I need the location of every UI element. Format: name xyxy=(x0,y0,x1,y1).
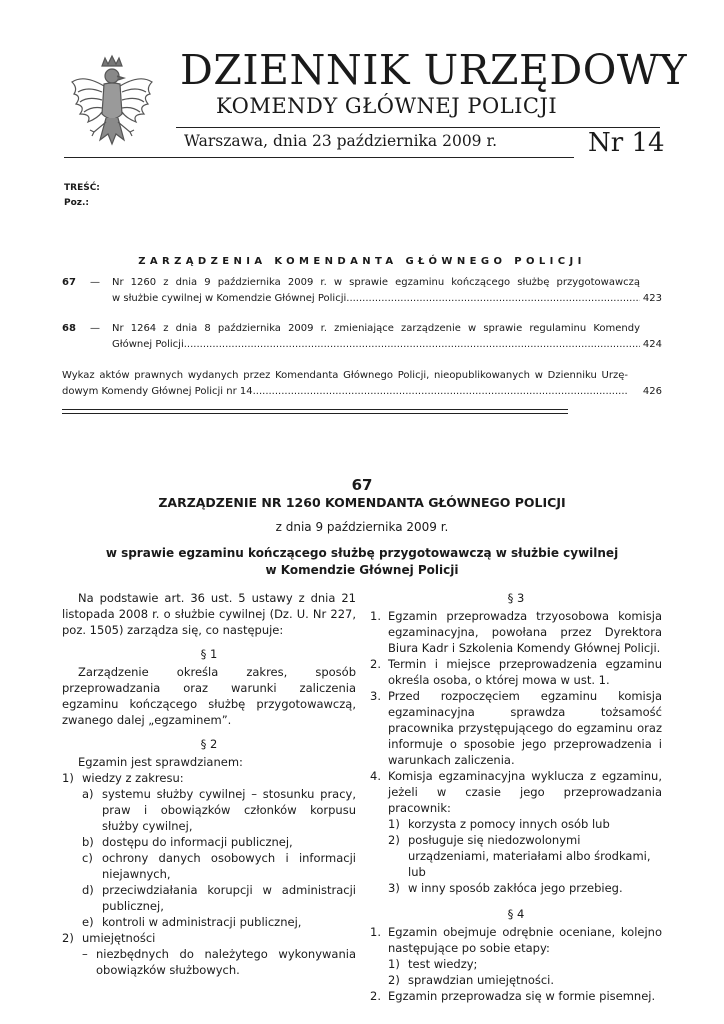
item-label: 1. xyxy=(370,609,381,623)
item-text: w inny sposób zakłóca jego przebieg. xyxy=(408,881,623,895)
entry-page: 426 xyxy=(642,386,662,397)
section-text: Zarządzenie określa zakres, sposób przeprowadzania oraz warunki zaliczenia egzaminu kończącego służbę przygotowawczą, zwanego dalej „egzaminem”. xyxy=(62,665,356,727)
list-item xyxy=(370,656,662,688)
entry-line: dowym Komendy Głównej Policji nr 14 xyxy=(62,386,253,397)
item-label: 1) xyxy=(388,817,400,831)
dot-leader xyxy=(253,384,628,400)
list-item xyxy=(370,880,662,896)
contents-double-rule xyxy=(62,409,568,414)
list-item xyxy=(370,956,662,972)
act-subject-line: w Komendzie Głównej Policji xyxy=(265,562,459,577)
item-label: 2) xyxy=(388,973,400,987)
item-text: kontroli w administracji publicznej, xyxy=(102,915,302,929)
list-item xyxy=(62,770,356,786)
list-item xyxy=(62,786,356,834)
contents-section-heading: ZARZĄDZENIA KOMENDANTA GŁÓWNEGO POLICJI xyxy=(138,256,586,267)
item-text: korzysta z pomocy innych osób lub xyxy=(408,817,610,831)
item-text: ochrony danych osobowych i informacji niejawnych, xyxy=(102,851,356,881)
act-subject xyxy=(62,545,662,578)
item-text: posługuje się niedozwolonymi urządzeniami, materiałami albo środkami, lub xyxy=(408,833,651,879)
polish-eagle-emblem-icon xyxy=(64,52,160,156)
entry-dash: — xyxy=(90,277,100,288)
list-item xyxy=(62,914,356,930)
dot-leader xyxy=(184,337,640,353)
item-text: wiedzy z zakresu: xyxy=(82,771,184,785)
item-dash: – xyxy=(82,947,88,961)
item-text: Przed rozpoczęciem egzaminu komisja egzaminacyjna sprawdza tożsamość pracownika przystępującego do egzaminu oraz informuje o sposobie jego przeprowadzenia i warunkach zaliczenia. xyxy=(388,689,662,767)
act-title: ZARZĄDZENIE NR 1260 KOMENDANTA GŁÓWNEGO POLICJI xyxy=(158,495,566,510)
list-item xyxy=(62,834,356,850)
item-text: systemu służby cywilnej – stosunku pracy, praw i obowiązków członków korpusu służby cywilnej, xyxy=(102,787,356,833)
entry-page: 424 xyxy=(642,339,662,350)
section-heading: § 3 xyxy=(507,591,525,605)
entry-line: w służbie cywilnej w Komendzie Głównej Policji xyxy=(112,293,347,304)
issue-number: Nr 14 xyxy=(588,128,665,158)
preamble: Na podstawie art. 36 ust. 5 ustawy z dnia 21 listopada 2008 r. o służbie cywilnej (Dz. U. Nr 227, poz. 1505) zarządza się, co następuje: xyxy=(62,591,356,637)
item-text: Egzamin przeprowadza się w formie pisemnej. xyxy=(388,989,656,1003)
left-column xyxy=(62,590,356,978)
header-rule-bottom xyxy=(64,157,574,158)
item-text: Komisja egzaminacyjna wyklucza z egzaminu, jeżeli w czasie jego przeprowadzania pracownik: xyxy=(388,769,662,815)
journal-title: DZIENNIK URZĘDOWY xyxy=(180,46,688,94)
item-text: dostępu do informacji publicznej, xyxy=(102,835,293,849)
section-text: Egzamin jest sprawdzianem: xyxy=(78,755,243,769)
entry-number: 68 xyxy=(62,323,76,334)
item-text: Egzamin obejmuje odrębnie oceniane, kolejno następujące po sobie etapy: xyxy=(388,925,662,955)
item-label: d) xyxy=(82,883,94,897)
list-item xyxy=(62,882,356,914)
item-label: b) xyxy=(82,835,94,849)
list-item xyxy=(370,768,662,816)
section-heading: § 4 xyxy=(507,907,525,921)
list-item xyxy=(62,850,356,882)
publication-place-date: Warszawa, dnia 23 października 2009 r. xyxy=(184,132,498,150)
entry-number: 67 xyxy=(62,277,76,288)
item-label: 2. xyxy=(370,989,381,1003)
item-text: Egzamin przeprowadza trzyosobowa komisja egzaminacyjna, powołana przez Dyrektora Biura Kadr i Szkolenia Komendy Głównej Policji. xyxy=(388,609,662,655)
list-item xyxy=(370,832,662,880)
item-text: przeciwdziałania korupcji w administracji publicznej, xyxy=(102,883,356,913)
journal-subtitle: KOMENDY GŁÓWNEJ POLICJI xyxy=(216,94,558,118)
entry-line: Nr 1260 z dnia 9 października 2009 r. w sprawie egzaminu kończącego służbę przygotowawczą xyxy=(112,277,640,288)
entry-page: 423 xyxy=(642,293,662,304)
item-text: niezbędnych do należytego wykonywania obowiązków służbowych. xyxy=(96,947,356,977)
list-item xyxy=(370,608,662,656)
act-number: 67 xyxy=(351,476,373,494)
list-item xyxy=(62,946,356,978)
entry-dash: — xyxy=(90,323,100,334)
item-text: Termin i miejsce przeprowadzenia egzaminu określa osoba, o której mowa w ust. 1. xyxy=(388,657,662,687)
item-label: 4. xyxy=(370,769,381,783)
item-text: umiejętności xyxy=(82,931,156,945)
contents-label: TREŚĆ: xyxy=(64,183,100,193)
dot-leader xyxy=(346,291,640,307)
item-label: 1) xyxy=(62,771,74,785)
item-text: sprawdzian umiejętności. xyxy=(408,973,555,987)
item-text: test wiedzy; xyxy=(408,957,478,971)
list-item xyxy=(62,930,356,946)
section-heading: § 2 xyxy=(200,737,218,751)
act-subject-line: w sprawie egzaminu kończącego służbę przygotowawczą w służbie cywilnej xyxy=(105,546,619,560)
item-label: 3) xyxy=(388,881,400,895)
item-label: 2) xyxy=(62,931,74,945)
entry-line: Wykaz aktów prawnych wydanych przez Komendanta Głównego Policji, nieopublikowanych w Dzienniku Urzę- xyxy=(62,370,628,381)
item-label: 1. xyxy=(370,925,381,939)
entry-line: Nr 1264 z dnia 8 października 2009 r. zmieniające zarządzenie w sprawie regulaminu Komendy xyxy=(112,323,640,334)
act-date: z dnia 9 października 2009 r. xyxy=(275,520,449,534)
item-label: a) xyxy=(82,787,94,801)
item-label: 1) xyxy=(388,957,400,971)
right-column xyxy=(370,590,662,1004)
item-label: e) xyxy=(82,915,94,929)
list-item xyxy=(370,924,662,956)
position-label: Poz.: xyxy=(64,198,90,208)
list-item xyxy=(370,988,662,1004)
item-label: 3. xyxy=(370,689,381,703)
list-item xyxy=(370,972,662,988)
list-item xyxy=(370,688,662,768)
item-label: c) xyxy=(82,851,93,865)
item-label: 2. xyxy=(370,657,381,671)
entry-line: Głównej Policji xyxy=(112,339,184,350)
section-heading: § 1 xyxy=(200,647,218,661)
item-label: 2) xyxy=(388,833,400,847)
list-item xyxy=(370,816,662,832)
